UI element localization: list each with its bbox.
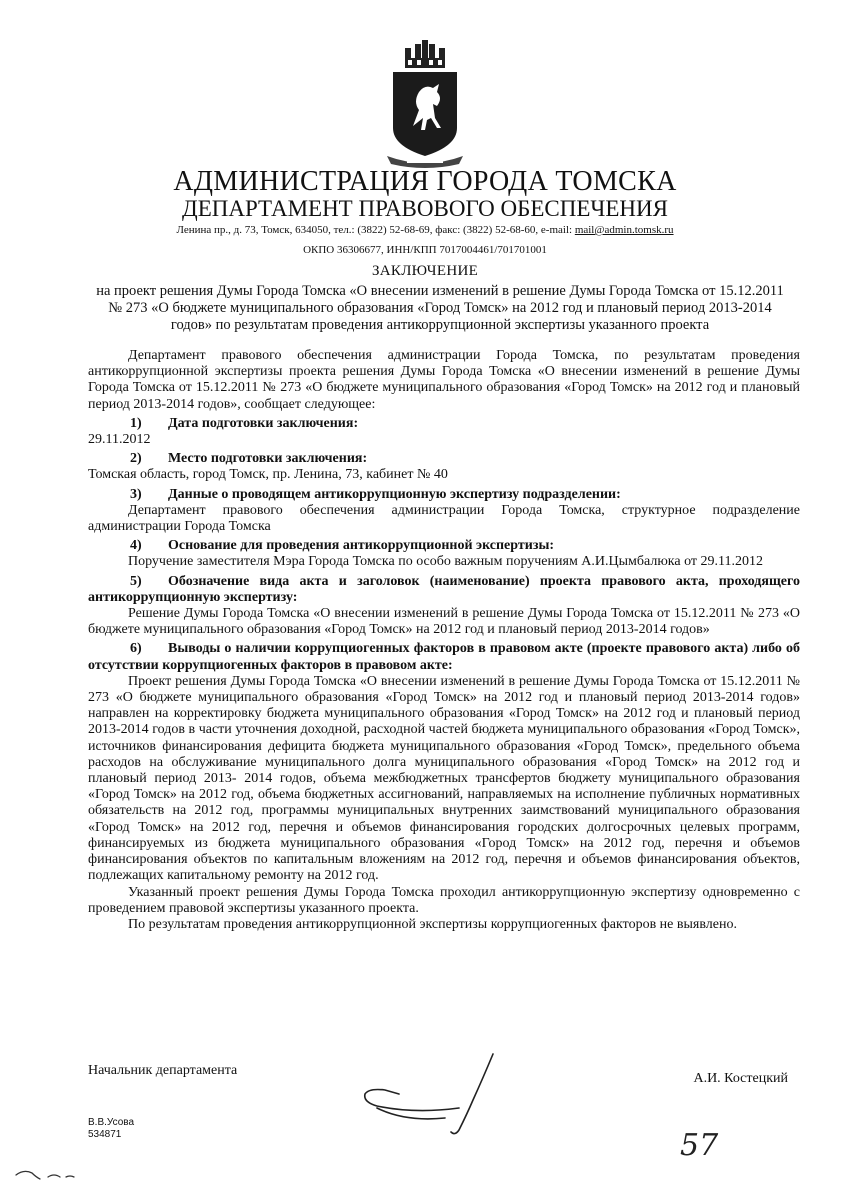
pen-mark-icon [14,1163,84,1183]
section-number: 6) [130,641,142,657]
section-text: Поручение заместителя Мэра Города Томска по особо важным поручениям А.И.Цымбалюка от 29.11.2012 [128,554,764,570]
section-text: 29.11.2012 [88,432,151,448]
coat-of-arms-icon [383,40,467,170]
section-heading-text: Дата подготовки заключения: [168,415,359,431]
contacts-address: Ленина пр., д. 73, Томск, 634050, тел.: (3822) 52-68-69, факс: (3822) 52-68-60, e-mail: [176,224,575,236]
okpo-line: ОКПО 36306677, ИНН/КПП 7017004461/701701001 [303,244,547,256]
signer-position: Начальник департамента [88,1063,238,1078]
section-heading-text: Обозначение вида акта и заголовок (наименование) проекта правового акта, проходящего антикоррупционную экспертизу: [88,573,800,605]
section-number: 2) [130,451,142,467]
section-heading [88,451,800,467]
handwritten-signature-icon [355,1048,505,1138]
section-heading [88,416,800,432]
section-text: Решение Думы Города Томска «О внесении изменений в решение Думы Города Томска от 15.12.2011 № 273 «О бюджете муниципального образования «Город Томск» на 2012 год и плановый период 2013-2014 годов» [88,606,800,638]
executor-phone: 534871 [88,1129,122,1140]
section-number: 3) [130,486,142,502]
closing-paragraph: По результатам проведения антикоррупционной экспертизы коррупциогенных факторов не выявлено. [128,916,737,932]
section-number: 4) [130,538,142,554]
page-number: 57 [680,1128,719,1163]
section-text: Проект решения Думы Города Томска «О внесении изменений в решение Думы Города Томска от 15.12.2011 № 273 «О бюджете муниципального образования «Город Томск» на 2012 год и плановый период 2013-2014 годов» направлен на корректировку бюджета муниципального образования «Город Томск» на 2012 год и плановый период 2013-2014 годов в части уточнения доходной, расходной частей бюджета муниципального образования «Город Томск», источников финансирования дефицита бюджета муниципального образования «Город Томск», предельного объема расходов на обслуживание муниципального долга муниципального образования «Город Томск» на 2012 год и плановый период 2013- 2014 годов, объема межбюджетных трансфертов бюджету муниципального образования «Город Томск» на 2012 год, объема бюджетных ассигнований, направляемых на исполнение публичных нормативных обязательств на 2012 год, программы муниципальных внутренних заимствований муниципального образования «Город Томск» на 2012 год, перечня и объемов финансирования городских долгосрочных целевых программ, финансируемых из бюджета муниципального образования «Город Томск» на 2012 год, перечня и объемов финансирования объектов по капитальным вложениям на 2012 год, перечня и объемов финансирования объектов, подлежащих капитальному ремонту на 2012 год. [88,673,800,884]
section-heading-text: Место подготовки заключения: [168,451,368,467]
organization-title: АДМИНИСТРАЦИЯ ГОРОДА ТОМСКА [173,166,677,197]
document-subject: на проект решения Думы Города Томска «О внесении изменений в решение Думы Города Томска от 15.12.2011 № 273 «О бюджете муниципального образования «Город Томск» на 2012 год и плановый период 2013-2014 годов» по результатам проведения антикоррупционной экспертизы указанного проекта [96,283,784,333]
signer-name: А.И. Костецкий [693,1071,788,1086]
closing-paragraph: Указанный проект решения Думы Города Томска проходил антикоррупционную экспертизу одновременно с проведением правовой экспертизы указанного проекта. [88,884,800,916]
department-title: ДЕПАРТАМЕНТ ПРАВОВОГО ОБЕСПЕЧЕНИЯ [182,196,668,221]
section-number: 5) [130,573,142,589]
document-body [88,348,800,933]
section-heading [88,574,800,606]
section-heading [88,538,800,554]
section-heading-text: Выводы о наличии коррупциогенных факторов в правовом акте (проекте правового акта) либо об отсутствии коррупциогенных факторов в правовом акте: [88,641,800,673]
section-heading [88,487,800,503]
document-title: ЗАКЛЮЧЕНИЕ [371,263,479,279]
email-link[interactable]: mail@admin.tomsk.ru [574,224,674,236]
section-heading-text: Основание для проведения антикоррупционной экспертизы: [168,538,555,554]
section-text: Департамент правового обеспечения администрации Города Томска, структурное подразделение администрации Города Томска [88,502,800,535]
section-heading [88,641,800,673]
section-heading-text: Данные о проводящем антикоррупционную экспертизу подразделении: [168,486,621,502]
intro-paragraph: Департамент правового обеспечения администрации Города Томска, по результатам проведения антикоррупционной экспертизы проекта решения Думы Города Томска «О внесении изменений в решение Думы Города Томска от 15.12.2011 № 273 «О бюджете муниципального образования «Город Томск» на 2012 год и плановый период 2013-2014 годов», сообщает следующее: [88,348,800,412]
executor-info [88,1117,134,1141]
contacts-line [60,224,790,236]
executor-name: В.В.Усова [88,1117,135,1128]
section-number: 1) [130,415,142,431]
section-text: Томская область, город Томск, пр. Ленина, 73, кабинет № 40 [88,467,448,483]
